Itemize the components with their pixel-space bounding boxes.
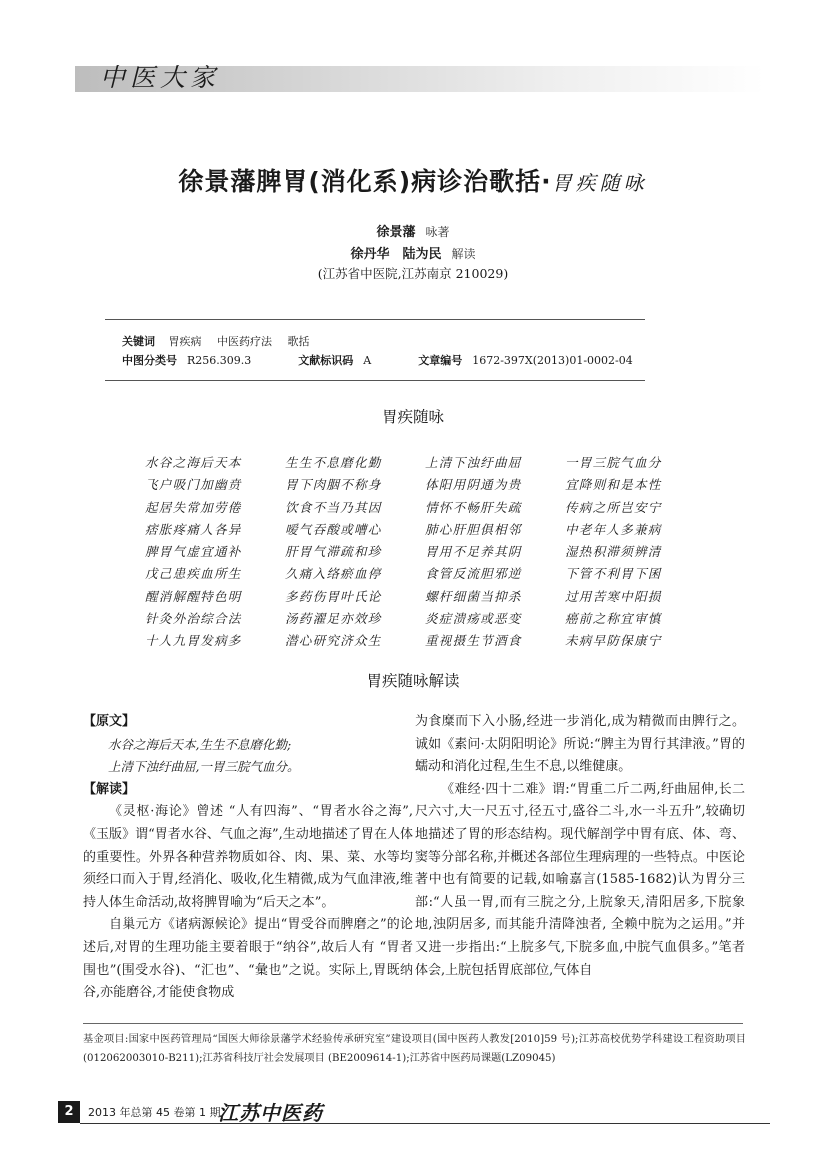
poem-line: 湿热积滞须辨清 (565, 544, 662, 560)
explanation-tag: 【解读】 (83, 781, 136, 797)
poem-line: 癌前之称宜审慎 (565, 611, 662, 627)
poem-line: 飞户吸门加幽贲 (145, 477, 242, 493)
poem-line: 肺心肝胆俱相邻 (425, 521, 522, 537)
poem-line: 醒消解醒特色明 (145, 588, 242, 604)
poem-row (145, 474, 705, 496)
footer-rule (80, 1123, 770, 1124)
poem-line: 十人九胃发病多 (145, 633, 242, 649)
article-title-sub: 胃疾随咏 (551, 171, 648, 195)
poem-line: 下管不利胃下囷 (565, 566, 662, 582)
article-number-label: 文章编号 (418, 354, 463, 367)
article-title (0, 162, 826, 198)
poem-line: 起居失常加劳倦 (145, 499, 242, 515)
cls-value: R256.309.3 (187, 354, 252, 367)
author-role: 咏著 (425, 225, 450, 239)
poem-line: 一胃三脘气血分 (565, 455, 662, 470)
cls-label: 中图分类号 (122, 354, 177, 367)
poem-line: 针灸外治综合法 (145, 611, 242, 627)
poem-line: 情怀不畅肝失疏 (425, 499, 522, 515)
author-line-1 (0, 221, 826, 240)
poem-line: 炎症溃疡或恶变 (425, 611, 522, 627)
poem-row (145, 541, 705, 563)
poem-line: 重视摄生节酒食 (425, 633, 522, 649)
poem-line: 宜降则和是本性 (565, 477, 662, 493)
poem-row (145, 563, 705, 585)
poem-line: 汤药濯足亦效珍 (285, 611, 382, 627)
poem-line: 久痛入络瘀血停 (285, 566, 382, 582)
poem-line: 上清下浊纡曲屈 (425, 455, 522, 470)
divider-top (105, 319, 645, 320)
keyword-item: 中医药疗法 (217, 335, 272, 348)
poem-line: 戊己患疾血所生 (145, 566, 242, 582)
issue-info: 2013 年总第 45 卷第 1 期 (88, 1106, 221, 1119)
poem-line: 水谷之海后天本 (145, 455, 242, 470)
body-column-left (83, 711, 413, 1005)
poem-line: 潜心研究济众生 (285, 633, 382, 649)
interpreter-names: 徐丹华 陆为民 (350, 247, 442, 262)
paragraph: 自巢元方《诸病源候论》提出“胃受谷而脾磨之”的论述后,对胃的生理功能主要着眼于“纳谷”,故后人有 “胃者围也”(围受水谷)、“汇也”、“彙也”之说。实际上,胃既纳谷,亦能磨谷,才能使食物成 (83, 917, 413, 1001)
poem-line: 多药伤胃叶氏论 (285, 588, 382, 604)
poem-title: 胃疾随咏 (381, 408, 444, 426)
keywords-line (122, 333, 322, 349)
poem-row (145, 519, 705, 541)
poem-row (145, 452, 705, 474)
footnote-divider (83, 1023, 743, 1024)
verse-line: 上清下浊纡曲屈,一胃三脘气血分。 (108, 759, 300, 775)
poem-row (145, 497, 705, 519)
poem-row (145, 630, 705, 652)
poem-line: 螺杆细菌当抑杀 (425, 588, 522, 604)
keywords-label: 关键词 (122, 335, 155, 348)
poem-line: 胃下肉胭不称身 (285, 477, 382, 493)
article-title-main: 徐景藩脾胃(消化系)病诊治歌括· (178, 167, 552, 196)
doc-code-label: 文献标识码 (298, 354, 354, 367)
page-number: 2 (58, 1101, 80, 1123)
funding-footnote: 基金项目:国家中医药管理局“国医大师徐景藩学术经验传承研究室”建设项目(国中医药人教发[2010]59 号);江苏高校优势学科建设工程资助项目 (012062003010-B211);江苏省科技厅社会发展项目 (BE2009614-1);江苏省中医药局课题(LZ09045) (83, 1034, 746, 1064)
paragraph: 《难经·四十二难》谓:“胃重二斤二两,纡曲屈伸,长二尺六寸,大一尺五寸,径五寸,盛谷二斗,水一斗五升”,较确切地描述了胃的形态结构。现代解剖学中胃有底、体、弯、窦等分部名称,并概述各部位生理病理的一些特点。中医论著中也有简要的记载,如喻嘉言(1585-1682)认为胃分三部:“人虽一胃,而有三脘之分,上脘象天,清阳居多,下脘象地,浊阴居多, 而其能升清降浊者, 全赖中脘为之运用。”并又进一步指出:“上脘多气,下脘多血,中脘气血俱多。”笔者体会,上脘包括胃底部位,气体自 (415, 781, 745, 978)
section-header-title: 中医大家 (100, 63, 221, 92)
journal-logo: 江苏中医药 (218, 1101, 323, 1125)
divider-bottom (105, 380, 645, 381)
poem-grid (145, 452, 705, 653)
poem-line: 未病早防保康宁 (565, 633, 662, 649)
poem-line: 体阳用阴通为贵 (425, 477, 522, 493)
article-number-value: 1672-397X(2013)01-0002-04 (472, 354, 633, 367)
keyword-item: 歌括 (287, 335, 310, 348)
poem-line: 痞胀疼痛人各异 (145, 521, 242, 537)
poem-line: 胃用不足养其阴 (425, 544, 522, 560)
poem-line: 生生不息磨化勤 (285, 455, 382, 470)
poem-line: 饮食不当乃其因 (285, 499, 382, 515)
original-text-tag: 【原文】 (83, 714, 136, 729)
affiliation: (江苏省中医院,江苏南京 210029) (317, 266, 509, 281)
poem-line: 脾胃气虚宜通补 (145, 544, 242, 560)
author-name: 徐景藩 (376, 225, 416, 240)
poem-line: 嗳气吞酸或嘈心 (285, 521, 382, 537)
poem-line: 中老年人多兼病 (565, 521, 662, 537)
poem-row (145, 608, 705, 630)
paragraph: 《灵枢·海论》曾述 “人有四海”、“胃者水谷之海”,《玉版》谓“胃者水谷、气血之海”,生动地描述了胃在人体的重要性。外界各种营养物质如谷、肉、果、菜、水等均须经口而入于胃,经消化、吸收,化生精微,成为气血津液,维持人体生命活动,故将脾胃喻为“后天之本”。 (83, 804, 413, 910)
reading-title: 胃疾随咏解读 (366, 672, 460, 690)
poem-line: 过用苦寒中阳损 (565, 588, 662, 604)
poem-row (145, 586, 705, 608)
body-column-right (415, 711, 745, 982)
keyword-item: 胃疾病 (168, 335, 202, 348)
verse-line: 水谷之海后天本,生生不息磨化勤; (108, 736, 292, 752)
author-line-2 (0, 243, 826, 262)
doc-code-value: A (363, 354, 372, 367)
poem-line: 食管反流胆邪逆 (425, 566, 522, 582)
poem-line: 传病之所岂安宁 (565, 499, 662, 515)
poem-line: 肝胃气滞疏和珍 (285, 544, 382, 560)
classification-line (122, 352, 633, 368)
paragraph: 为食糜而下入小肠,经进一步消化,成为精微而由脾行之。诚如《素问·太阴阳明论》所说:“脾主为胃行其津液。”胃的蠕动和消化过程,生生不息,以维健康。 (415, 714, 745, 775)
interpreter-role: 解读 (451, 247, 476, 261)
